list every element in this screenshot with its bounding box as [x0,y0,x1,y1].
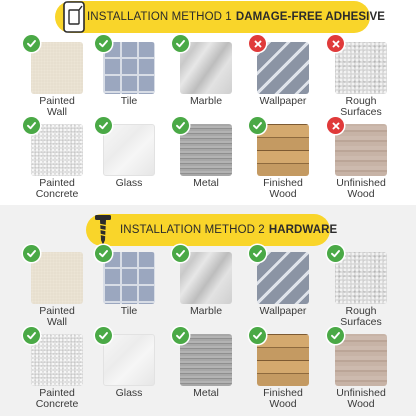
check-icon [172,245,189,262]
check-icon [95,327,112,344]
surface-row [0,42,416,124]
method-1-title [87,1,385,33]
surface-label: Tile [120,95,138,107]
surface-label: Unfinished Wood [336,177,386,200]
surface-label: Wallpaper [259,95,307,107]
check-icon [23,117,40,134]
surface-label: Rough Surfaces [340,305,382,328]
check-icon [172,327,189,344]
surface-label: Finished Wood [263,387,303,410]
check-icon [327,327,344,344]
screw-icon [88,210,118,250]
check-icon [23,35,40,52]
surface-item-rough [322,252,400,332]
method-2-surface-grid [0,252,416,416]
painted-concrete-swatch [31,124,83,176]
finished-wood-swatch [257,124,309,176]
method-1-surface-grid [0,42,416,206]
surface-label: Metal [193,387,219,399]
surface-row [0,124,416,206]
surface-item-unfinished-wood [322,124,400,204]
surface-label: Glass [115,177,143,189]
glass-swatch [103,334,155,386]
surface-label: Rough Surfaces [340,95,382,118]
surface-item-marble [167,252,245,332]
surface-label: Unfinished Wood [336,387,386,410]
painted-concrete-swatch [31,334,83,386]
surface-label: Painted Wall [39,305,75,328]
check-icon [23,245,40,262]
glass-swatch [103,124,155,176]
cross-icon [327,117,344,134]
method-2-section [0,205,416,416]
surface-item-painted-concrete [18,124,96,204]
surface-item-tile [90,42,168,122]
surface-label: Painted Concrete [35,177,79,200]
surface-item-rough [322,42,400,122]
tile-swatch [103,252,155,304]
check-icon [249,327,266,344]
rough-swatch [335,252,387,304]
check-icon [23,327,40,344]
surface-item-glass [90,334,168,414]
check-icon [95,35,112,52]
marble-swatch [180,252,232,304]
method-1-banner [55,1,385,33]
metal-swatch [180,124,232,176]
method-2-title-bold: HARDWARE [268,224,338,236]
surface-label: Painted Wall [39,95,75,118]
surface-item-finished-wood [244,124,322,204]
surface-label: Marble [189,95,223,107]
method-1-title-prefix: INSTALLATION METHOD 1 [87,11,232,23]
check-icon [172,117,189,134]
tile-swatch [103,42,155,94]
surface-row [0,252,416,334]
method-2-title [120,214,337,246]
check-icon [95,117,112,134]
check-icon [95,245,112,262]
surface-item-metal [167,124,245,204]
check-icon [327,245,344,262]
method-1-section [0,0,416,205]
check-icon [249,245,266,262]
finished-wood-swatch [257,334,309,386]
adhesive-strip-icon [59,0,89,37]
surface-label: Marble [189,305,223,317]
surface-label: Finished Wood [263,177,303,200]
painted-wall-swatch [31,42,83,94]
method-2-banner [86,214,338,246]
surface-label: Wallpaper [259,305,307,317]
surface-item-marble [167,42,245,122]
wallpaper-swatch [257,252,309,304]
surface-item-painted-wall [18,42,96,122]
surface-item-tile [90,252,168,332]
wallpaper-swatch [257,42,309,94]
surface-label: Metal [193,177,219,189]
surface-label: Glass [115,387,143,399]
marble-swatch [180,42,232,94]
surface-label: Tile [120,305,138,317]
unfinished-wood-swatch [335,334,387,386]
surface-item-metal [167,334,245,414]
cross-icon [327,35,344,52]
metal-swatch [180,334,232,386]
check-icon [172,35,189,52]
surface-item-painted-concrete [18,334,96,414]
surface-item-finished-wood [244,334,322,414]
cross-icon [249,35,266,52]
surface-item-painted-wall [18,252,96,332]
surface-item-unfinished-wood [322,334,400,414]
check-icon [249,117,266,134]
surface-row [0,334,416,416]
surface-item-wallpaper [244,252,322,332]
surface-item-wallpaper [244,42,322,122]
surface-item-glass [90,124,168,204]
rough-swatch [335,42,387,94]
surface-label: Painted Concrete [35,387,79,410]
method-1-title-bold: DAMAGE-FREE ADHESIVE [235,11,385,23]
unfinished-wood-swatch [335,124,387,176]
painted-wall-swatch [31,252,83,304]
method-2-title-prefix: INSTALLATION METHOD 2 [120,224,265,236]
